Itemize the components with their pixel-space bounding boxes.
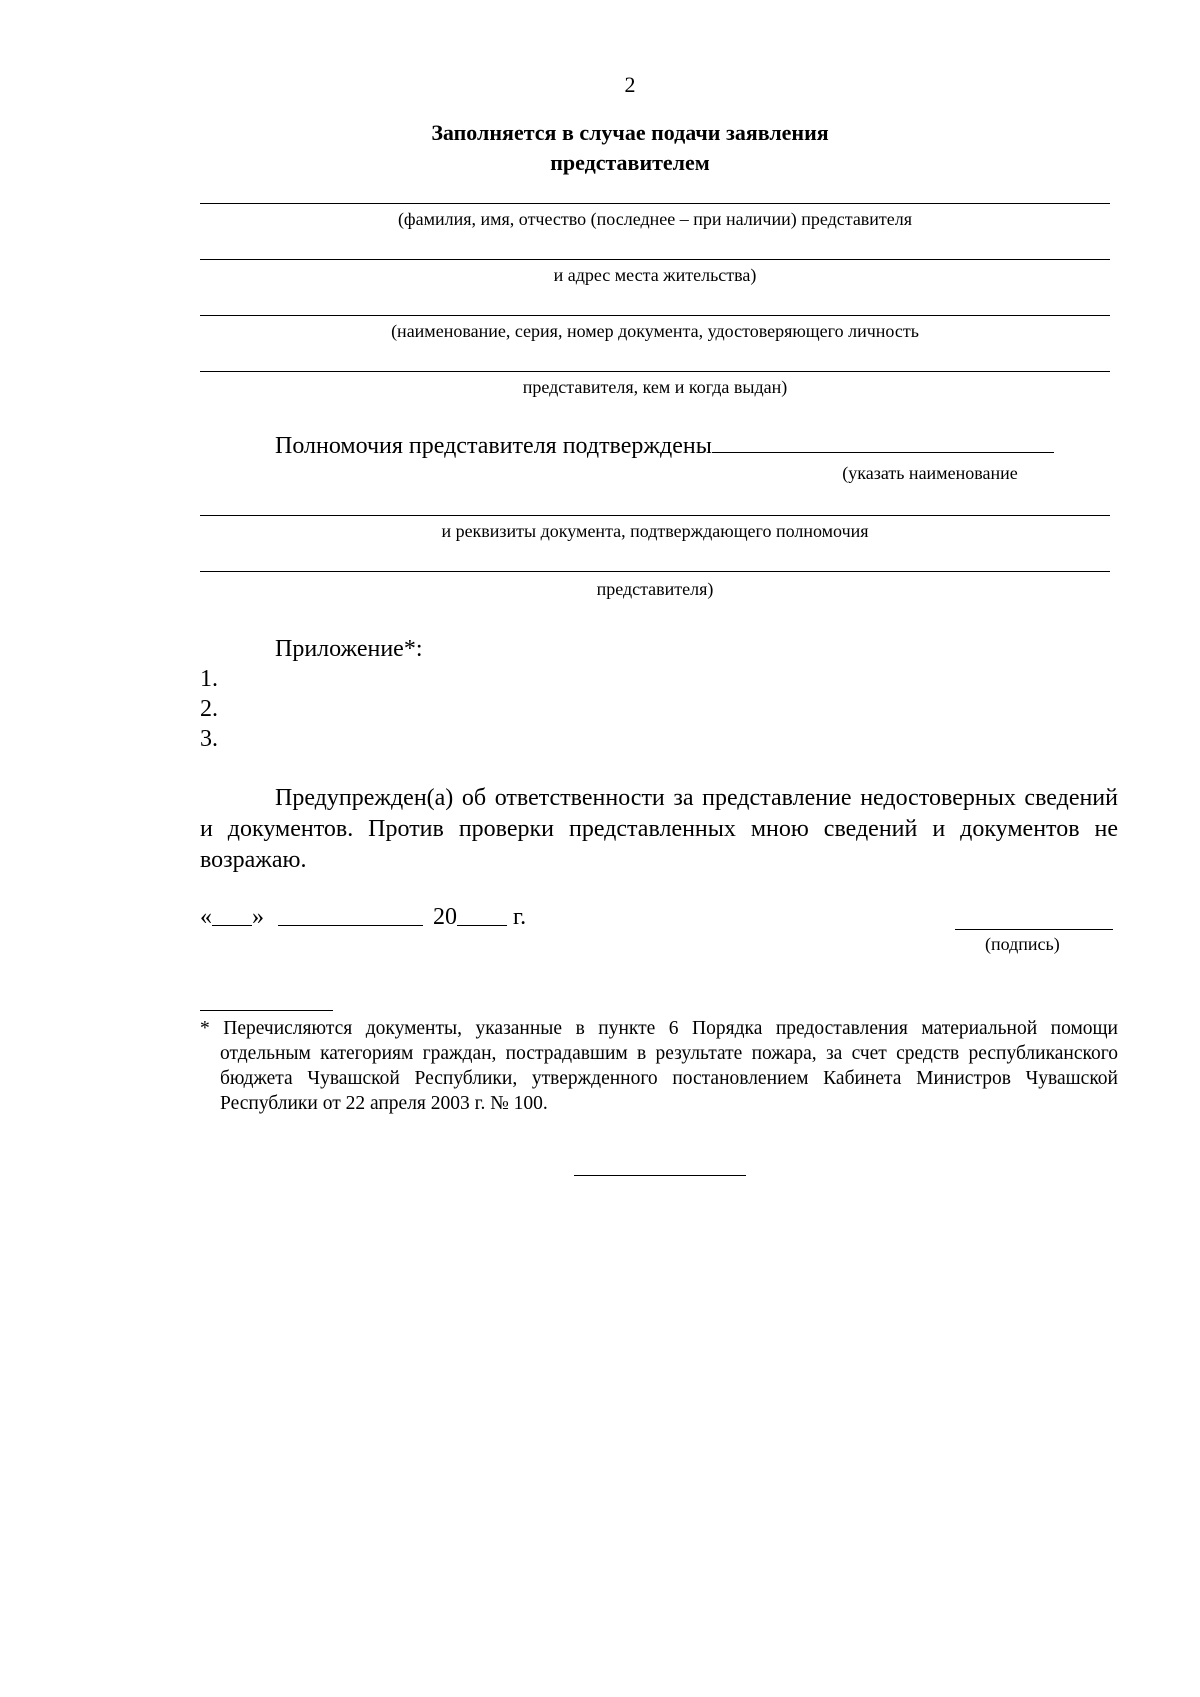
date-year-field[interactable] (457, 903, 507, 926)
footnote-text: * Перечисляются документы, указанные в пункте 6 Порядка предоставления материальной помощи отдельным категориям граждан, пострадавшим в результате пожара, за счет средств республиканского бюджета Чувашской Республики, утвержденного постановлением Кабинета Министров Чувашской Республики от 22 апреля 2003 г. № 100. (200, 1018, 1118, 1114)
identity-issuer-caption: представителя, кем и когда выдан) (522, 377, 788, 397)
attachment-item-2: 2. (200, 696, 218, 722)
authority-document-field[interactable] (712, 430, 1054, 453)
authority-caption-line3: представителя) (596, 579, 714, 599)
attachment-item-3: 3. (200, 726, 218, 752)
authority-caption-line2: и реквизиты документа, подтверждающего полномочия (441, 521, 869, 541)
date-close-quote: » (252, 904, 264, 930)
representative-address-field[interactable] (200, 259, 1110, 260)
authority-details-field[interactable] (200, 515, 1110, 516)
authority-line (275, 430, 1054, 461)
signature-field[interactable] (955, 929, 1113, 930)
authority-caption-right: (указать наименование (842, 463, 1018, 483)
heading-line-2: представителем (550, 150, 710, 175)
identity-document-caption: (наименование, серия, номер документа, удостоверяющего личность (391, 321, 919, 341)
date-year-prefix: 20 (433, 904, 457, 930)
representative-name-field[interactable] (200, 203, 1110, 204)
signature-caption: (подпись) (985, 934, 1060, 954)
representative-name-caption: (фамилия, имя, отчество (последнее – при наличии) представителя (397, 209, 913, 229)
date-year-suffix: г. (513, 904, 527, 930)
date-line (200, 902, 526, 932)
heading-line-1: Заполняется в случае подачи заявления (431, 120, 829, 145)
form-heading (0, 118, 1200, 178)
attachments-label: Приложение*: (275, 636, 423, 662)
page-number: 2 (624, 72, 636, 97)
end-separator (574, 1175, 746, 1176)
attachment-item-1: 1. (200, 666, 218, 692)
identity-issuer-field[interactable] (200, 371, 1110, 372)
date-open-quote: « (200, 904, 212, 930)
authority-details-field-2[interactable] (200, 571, 1110, 572)
date-month-field[interactable] (278, 903, 423, 926)
representative-address-caption: и адрес места жительства) (553, 265, 757, 285)
warning-paragraph: Предупрежден(а) об ответственности за представление недостоверных сведений и документов. Против проверки представленных мною сведений и документов не возражаю. (200, 785, 1118, 873)
footnote-separator (200, 1010, 333, 1011)
date-day-field[interactable] (212, 903, 252, 926)
identity-document-field[interactable] (200, 315, 1110, 316)
authority-label: Полномочия представителя подтверждены (275, 433, 712, 459)
